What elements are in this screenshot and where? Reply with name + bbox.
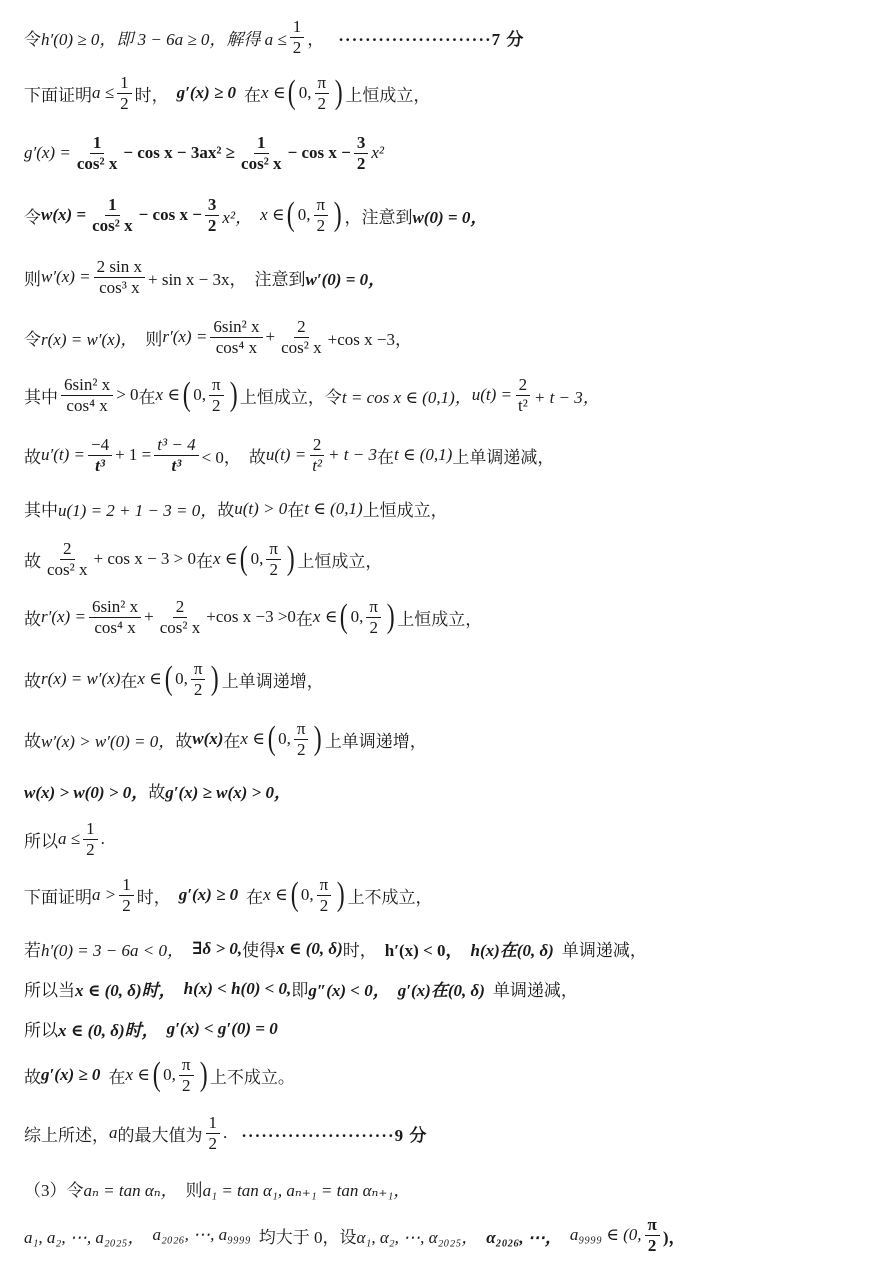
math: α₂₀₂₆, ⋯， (486, 1227, 562, 1247)
math: x²， (222, 207, 253, 227)
denominator: 2 (208, 1133, 217, 1153)
numerator: 6sin² x (210, 318, 262, 338)
left-paren: ( (267, 720, 276, 758)
text: 所以 (24, 831, 58, 851)
fraction (206, 1114, 221, 1153)
text: 在 (295, 609, 313, 629)
right-paren: ) (229, 376, 238, 414)
math: + sin x − 3x， (148, 269, 247, 289)
text: 时， (134, 85, 169, 105)
math: a₂₀₂₆, ⋯, a₉₉₉₉ (152, 1225, 251, 1245)
numerator: π (366, 598, 381, 618)
math: g′(x) < g′(0) = 0 (166, 1018, 278, 1038)
right-paren: ) (314, 720, 323, 758)
denominator: cos⁴ x (94, 617, 136, 637)
math: 0, (193, 385, 206, 405)
text: 故 (24, 447, 41, 467)
left-paren: ( (152, 1056, 161, 1094)
math: w′(0) = 0， (305, 269, 386, 289)
math: g′(x)在(0, δ) (397, 981, 485, 1000)
math: 0, (250, 549, 264, 569)
text: 上恒成立， (397, 609, 483, 629)
math: u′(t) = (41, 445, 85, 465)
math: a₉₉₉₉ ∈ (0, (569, 1225, 642, 1245)
math: 0, (300, 885, 314, 905)
math: h′(x) < 0， (384, 941, 463, 960)
math: g′(x) ≥ w(x) > 0， (165, 783, 291, 802)
text: 在 (244, 85, 262, 105)
text: 的最大值为 (117, 1125, 203, 1145)
math: 0, (298, 83, 312, 103)
numerator: π (266, 540, 281, 560)
math: > 0 (116, 385, 139, 405)
fraction (89, 598, 141, 637)
math: g′(x) ≥ 0 (41, 1065, 101, 1085)
math: x ∈ (137, 669, 162, 689)
line-7 (24, 376, 600, 415)
denominator: cos² x (241, 153, 282, 173)
numerator: 1 (290, 18, 305, 38)
math: u(t) > 0 (234, 498, 288, 518)
numerator: 1 (206, 1114, 221, 1134)
math: a₁, a₂, ⋯, a₂₀₂₅， (24, 1227, 145, 1247)
text: （3）令 (24, 1181, 84, 1200)
left-paren: ( (290, 876, 299, 914)
math: w′(x) > w′(0) = 0， (41, 731, 176, 751)
numerator: 2 (294, 318, 309, 338)
math: x ∈ (263, 885, 288, 905)
math: +cos x −3， (327, 329, 412, 349)
numerator: 3 (205, 196, 220, 216)
text: 故 (24, 551, 41, 571)
text: 故 (24, 1067, 41, 1087)
text: 在 (120, 671, 138, 691)
fraction (157, 598, 204, 637)
math: u(1) = 2 + 1 − 3 = 0， (58, 501, 218, 520)
math: x ∈ (0, δ) (276, 938, 343, 958)
fraction (238, 134, 285, 173)
text: 在 (223, 731, 241, 751)
line-13 (24, 720, 427, 759)
numerator: 1 (119, 876, 134, 896)
math: h(x) < h(0) < 0, (183, 978, 292, 998)
text: 上单调递增， (324, 731, 427, 751)
fraction (210, 318, 262, 357)
denominator: cos² x (47, 559, 88, 579)
denominator: 2 (86, 839, 95, 859)
text: . (223, 1123, 228, 1143)
math: x ∈ (240, 729, 265, 749)
math: r′(x) = (162, 327, 208, 347)
numerator: 2 (310, 436, 325, 456)
numerator: π (314, 196, 329, 216)
numerator: π (179, 1056, 194, 1076)
line-8 (24, 436, 554, 475)
line-10 (24, 540, 382, 579)
left-paren: ( (240, 540, 248, 578)
line-4 (24, 196, 487, 235)
text: 在 (376, 447, 394, 467)
text: 单调递减， (561, 941, 647, 960)
numerator: π (315, 74, 330, 94)
score-marker: ·······················9 分 (241, 1125, 428, 1145)
math: u(t) = (471, 385, 513, 405)
fraction (89, 196, 136, 235)
text: 综上所述， (24, 1125, 109, 1145)
math: w(0) = 0， (412, 207, 488, 227)
denominator: cos⁴ x (215, 337, 258, 357)
text: 使得 (242, 941, 277, 960)
text: ， (307, 29, 325, 49)
line-9 (24, 496, 448, 521)
numerator: 2 (516, 376, 531, 396)
math: 0, (278, 729, 291, 749)
denominator: cos² x (92, 215, 133, 235)
math: g″(x) < 0， (308, 981, 390, 1000)
fraction (117, 74, 132, 113)
denominator: 2 (207, 215, 217, 235)
text: 故 (24, 731, 41, 751)
denominator: t² (312, 455, 323, 475)
math: u(t) = (265, 445, 307, 465)
text: 其中 (24, 387, 58, 407)
fraction (294, 720, 309, 759)
math: h′(0) = 3 − 6a < 0， (41, 941, 184, 960)
math: x ∈ (155, 385, 180, 405)
math: t ∈ (0,1) (304, 498, 363, 518)
denominator: 2 (269, 559, 278, 579)
line-3 (24, 134, 384, 173)
math: − cos x − 3ax² ≥ (123, 143, 236, 163)
fraction (179, 1056, 194, 1095)
text: 故 (175, 731, 193, 751)
text: 故 (248, 447, 266, 467)
math: x ∈ (0, δ)时， (75, 981, 176, 1000)
math: a > (92, 885, 117, 905)
math: h(x)在(0, δ) (470, 941, 554, 960)
text: ，注意到 (344, 207, 413, 227)
math: x ∈ (125, 1065, 150, 1085)
denominator: 2 (356, 153, 366, 173)
line-21 (24, 1114, 427, 1153)
denominator: 2 (292, 37, 302, 57)
fraction (317, 876, 332, 915)
left-paren: ( (340, 598, 348, 636)
math: x ∈ (261, 83, 286, 103)
left-paren: ( (288, 74, 297, 112)
fraction (191, 660, 206, 699)
text: 时， (136, 887, 171, 907)
line-5 (24, 258, 385, 297)
math: − cos x − (287, 143, 351, 163)
denominator: cos² x (159, 617, 201, 637)
math: aₙ = tan αₙ， (83, 1181, 178, 1200)
fraction (44, 540, 91, 579)
text: 即 (291, 981, 309, 1000)
line-15 (24, 820, 105, 859)
text: 在 (195, 551, 213, 571)
fraction (354, 134, 369, 173)
text: 在 (287, 501, 305, 520)
left-paren: ( (287, 196, 296, 234)
math: + (265, 327, 276, 347)
denominator: 2 (316, 215, 326, 235)
math: g′(x) ≥ 0 (176, 83, 237, 103)
line-20 (24, 1056, 295, 1095)
numerator: 2 sin x (94, 258, 145, 278)
text: 上不成立， (347, 887, 433, 907)
numerator: π (191, 660, 206, 680)
text: 下面证明 (24, 887, 92, 907)
math: x ∈ (212, 549, 238, 569)
text: 上恒成立， (345, 85, 431, 105)
text: 下面证明 (24, 85, 92, 105)
denominator: t³ (95, 455, 105, 475)
text: 单调递减， (492, 981, 578, 1000)
fraction (309, 436, 325, 475)
denominator: cos² x (281, 337, 322, 357)
math: +cos x −3 >0 (206, 607, 296, 627)
math: + t − 3 (328, 445, 377, 465)
math: α₁, α₂, ⋯, α₂₀₂₅， (356, 1227, 479, 1247)
line-14 (24, 778, 291, 803)
math: a (109, 1123, 118, 1143)
math: + t − 3， (533, 387, 600, 407)
text: 故 (24, 671, 41, 691)
right-paren: ) (336, 876, 345, 914)
text: 则 (24, 269, 41, 289)
denominator: 2 (369, 617, 378, 637)
text: 上恒成立，令 (239, 387, 342, 407)
numerator: π (645, 1216, 660, 1236)
math: 0, (175, 669, 188, 689)
text: 令 (24, 29, 41, 49)
fraction (315, 74, 330, 113)
numerator: 1 (254, 134, 269, 154)
math: w(x) (192, 729, 224, 749)
denominator: 2 (120, 93, 129, 113)
fraction (61, 376, 113, 415)
fraction (154, 436, 198, 475)
numerator: 2 (173, 598, 188, 618)
line-23 (24, 1216, 686, 1255)
text: 上单调递增， (221, 671, 324, 691)
numerator: π (317, 876, 332, 896)
right-paren: ) (211, 660, 220, 698)
numerator: 3 (354, 134, 369, 154)
math: h′(0) ≥ 0，即 3 − 6a ≥ 0，解得 a ≤ (41, 29, 287, 49)
left-paren: ( (164, 660, 173, 698)
numerator: 1 (90, 134, 105, 154)
math: r′(x) = (41, 607, 86, 627)
text: 上恒成立， (362, 501, 448, 520)
text: 在 (108, 1067, 126, 1087)
text: 均大于 0，设 (258, 1227, 357, 1247)
fraction (290, 18, 305, 57)
math: a ≤ (58, 829, 81, 849)
fraction (74, 134, 121, 173)
math: t ∈ (0,1) (393, 445, 453, 465)
fraction (94, 258, 145, 297)
math: − cos x − (138, 205, 202, 225)
numerator: −4 (88, 436, 112, 456)
text: 所以当 (24, 981, 75, 1000)
math: a ≤ (92, 83, 115, 103)
text: 注意到 (254, 269, 306, 289)
numerator: 1 (105, 196, 120, 216)
denominator: 2 (647, 1235, 657, 1255)
numerator: π (294, 720, 309, 740)
math: w′(x) = (41, 267, 91, 287)
numerator: 1 (83, 820, 98, 840)
math: w(x) = (41, 205, 87, 225)
math: + 1 = (115, 445, 152, 465)
denominator: 2 (193, 679, 203, 699)
line-22 (24, 1176, 410, 1201)
math: + (144, 607, 154, 627)
denominator: 2 (319, 895, 329, 915)
fraction (205, 196, 220, 235)
line-18 (24, 976, 578, 1001)
math: a₁ = tan α₁, aₙ₊₁ = tan αₙ₊₁， (202, 1181, 411, 1200)
text: 故 (148, 783, 166, 802)
math: x ∈ (312, 607, 338, 627)
line-19 (24, 1016, 278, 1041)
denominator: 2 (212, 395, 221, 415)
numerator: π (209, 376, 224, 396)
math: g′(x) = (24, 143, 71, 163)
text: 在 (246, 887, 264, 907)
denominator: 2 (181, 1075, 191, 1095)
numerator: 1 (117, 74, 132, 94)
math: + cos x − 3 > 0 (93, 549, 196, 569)
right-paren: ) (334, 74, 343, 112)
text: 时， (342, 941, 377, 960)
line-2 (24, 74, 430, 113)
fraction (645, 1216, 660, 1255)
text: 在 (138, 387, 156, 407)
text: . (100, 829, 105, 849)
denominator: 2 (122, 895, 131, 915)
text: 故 (24, 609, 41, 629)
denominator: 2 (296, 739, 306, 759)
fraction (119, 876, 134, 915)
math: t = cos x ∈ (0,1)， (341, 387, 472, 407)
text: 故 (217, 501, 235, 520)
math: 0, (297, 205, 311, 225)
line-6 (24, 318, 412, 357)
math: < 0， (201, 447, 241, 467)
numerator: 6sin² x (61, 376, 113, 396)
text: 上恒成立， (297, 551, 383, 571)
fraction (209, 376, 224, 415)
math: 0, (350, 607, 364, 627)
fraction (83, 820, 98, 859)
text: 令 (24, 329, 41, 349)
right-paren: ) (286, 540, 295, 578)
line-12 (24, 660, 324, 699)
math: w(x) > w(0) > 0， (24, 783, 149, 802)
text: 上单调递减， (452, 447, 555, 467)
fraction (366, 598, 381, 637)
line-1 (24, 18, 524, 57)
line-17 (24, 936, 647, 961)
score-marker: ·······················7 分 (338, 29, 525, 49)
text: 若 (24, 941, 41, 960)
text: 则 (185, 1181, 203, 1200)
math: x² (371, 143, 385, 163)
numerator: t³ − 4 (154, 436, 198, 456)
fraction (515, 376, 531, 415)
math: r(x) = w′(x)， (41, 329, 138, 349)
denominator: cos³ x (99, 277, 140, 297)
denominator: cos⁴ x (66, 395, 108, 415)
denominator: t² (518, 395, 528, 415)
fraction (88, 436, 112, 475)
fraction (266, 540, 281, 579)
math: 0, (163, 1065, 176, 1085)
fraction (314, 196, 329, 235)
line-16 (24, 876, 433, 915)
denominator: 2 (317, 93, 327, 113)
math: ∃δ > 0, (191, 938, 243, 958)
right-paren: ) (333, 196, 342, 234)
math: x ∈ (0, δ)时， (58, 1021, 159, 1040)
denominator: cos² x (76, 153, 118, 173)
text: 令 (24, 207, 41, 227)
denominator: t³ (171, 455, 182, 475)
math: x ∈ (260, 205, 285, 225)
text: 上不成立。 (209, 1067, 295, 1087)
numerator: 2 (60, 540, 75, 560)
text: 所以 (24, 1021, 58, 1040)
text: 其中 (24, 501, 58, 520)
text: 则 (145, 329, 163, 349)
right-paren: ) (199, 1056, 208, 1094)
right-paren: ) (386, 598, 395, 636)
math: g′(x) ≥ 0 (178, 885, 239, 905)
fraction (278, 318, 325, 357)
math: )， (662, 1227, 686, 1247)
numerator: 6sin² x (89, 598, 141, 618)
line-11 (24, 598, 482, 637)
math: r(x) = w′(x) (41, 669, 121, 689)
left-paren: ( (182, 376, 191, 414)
